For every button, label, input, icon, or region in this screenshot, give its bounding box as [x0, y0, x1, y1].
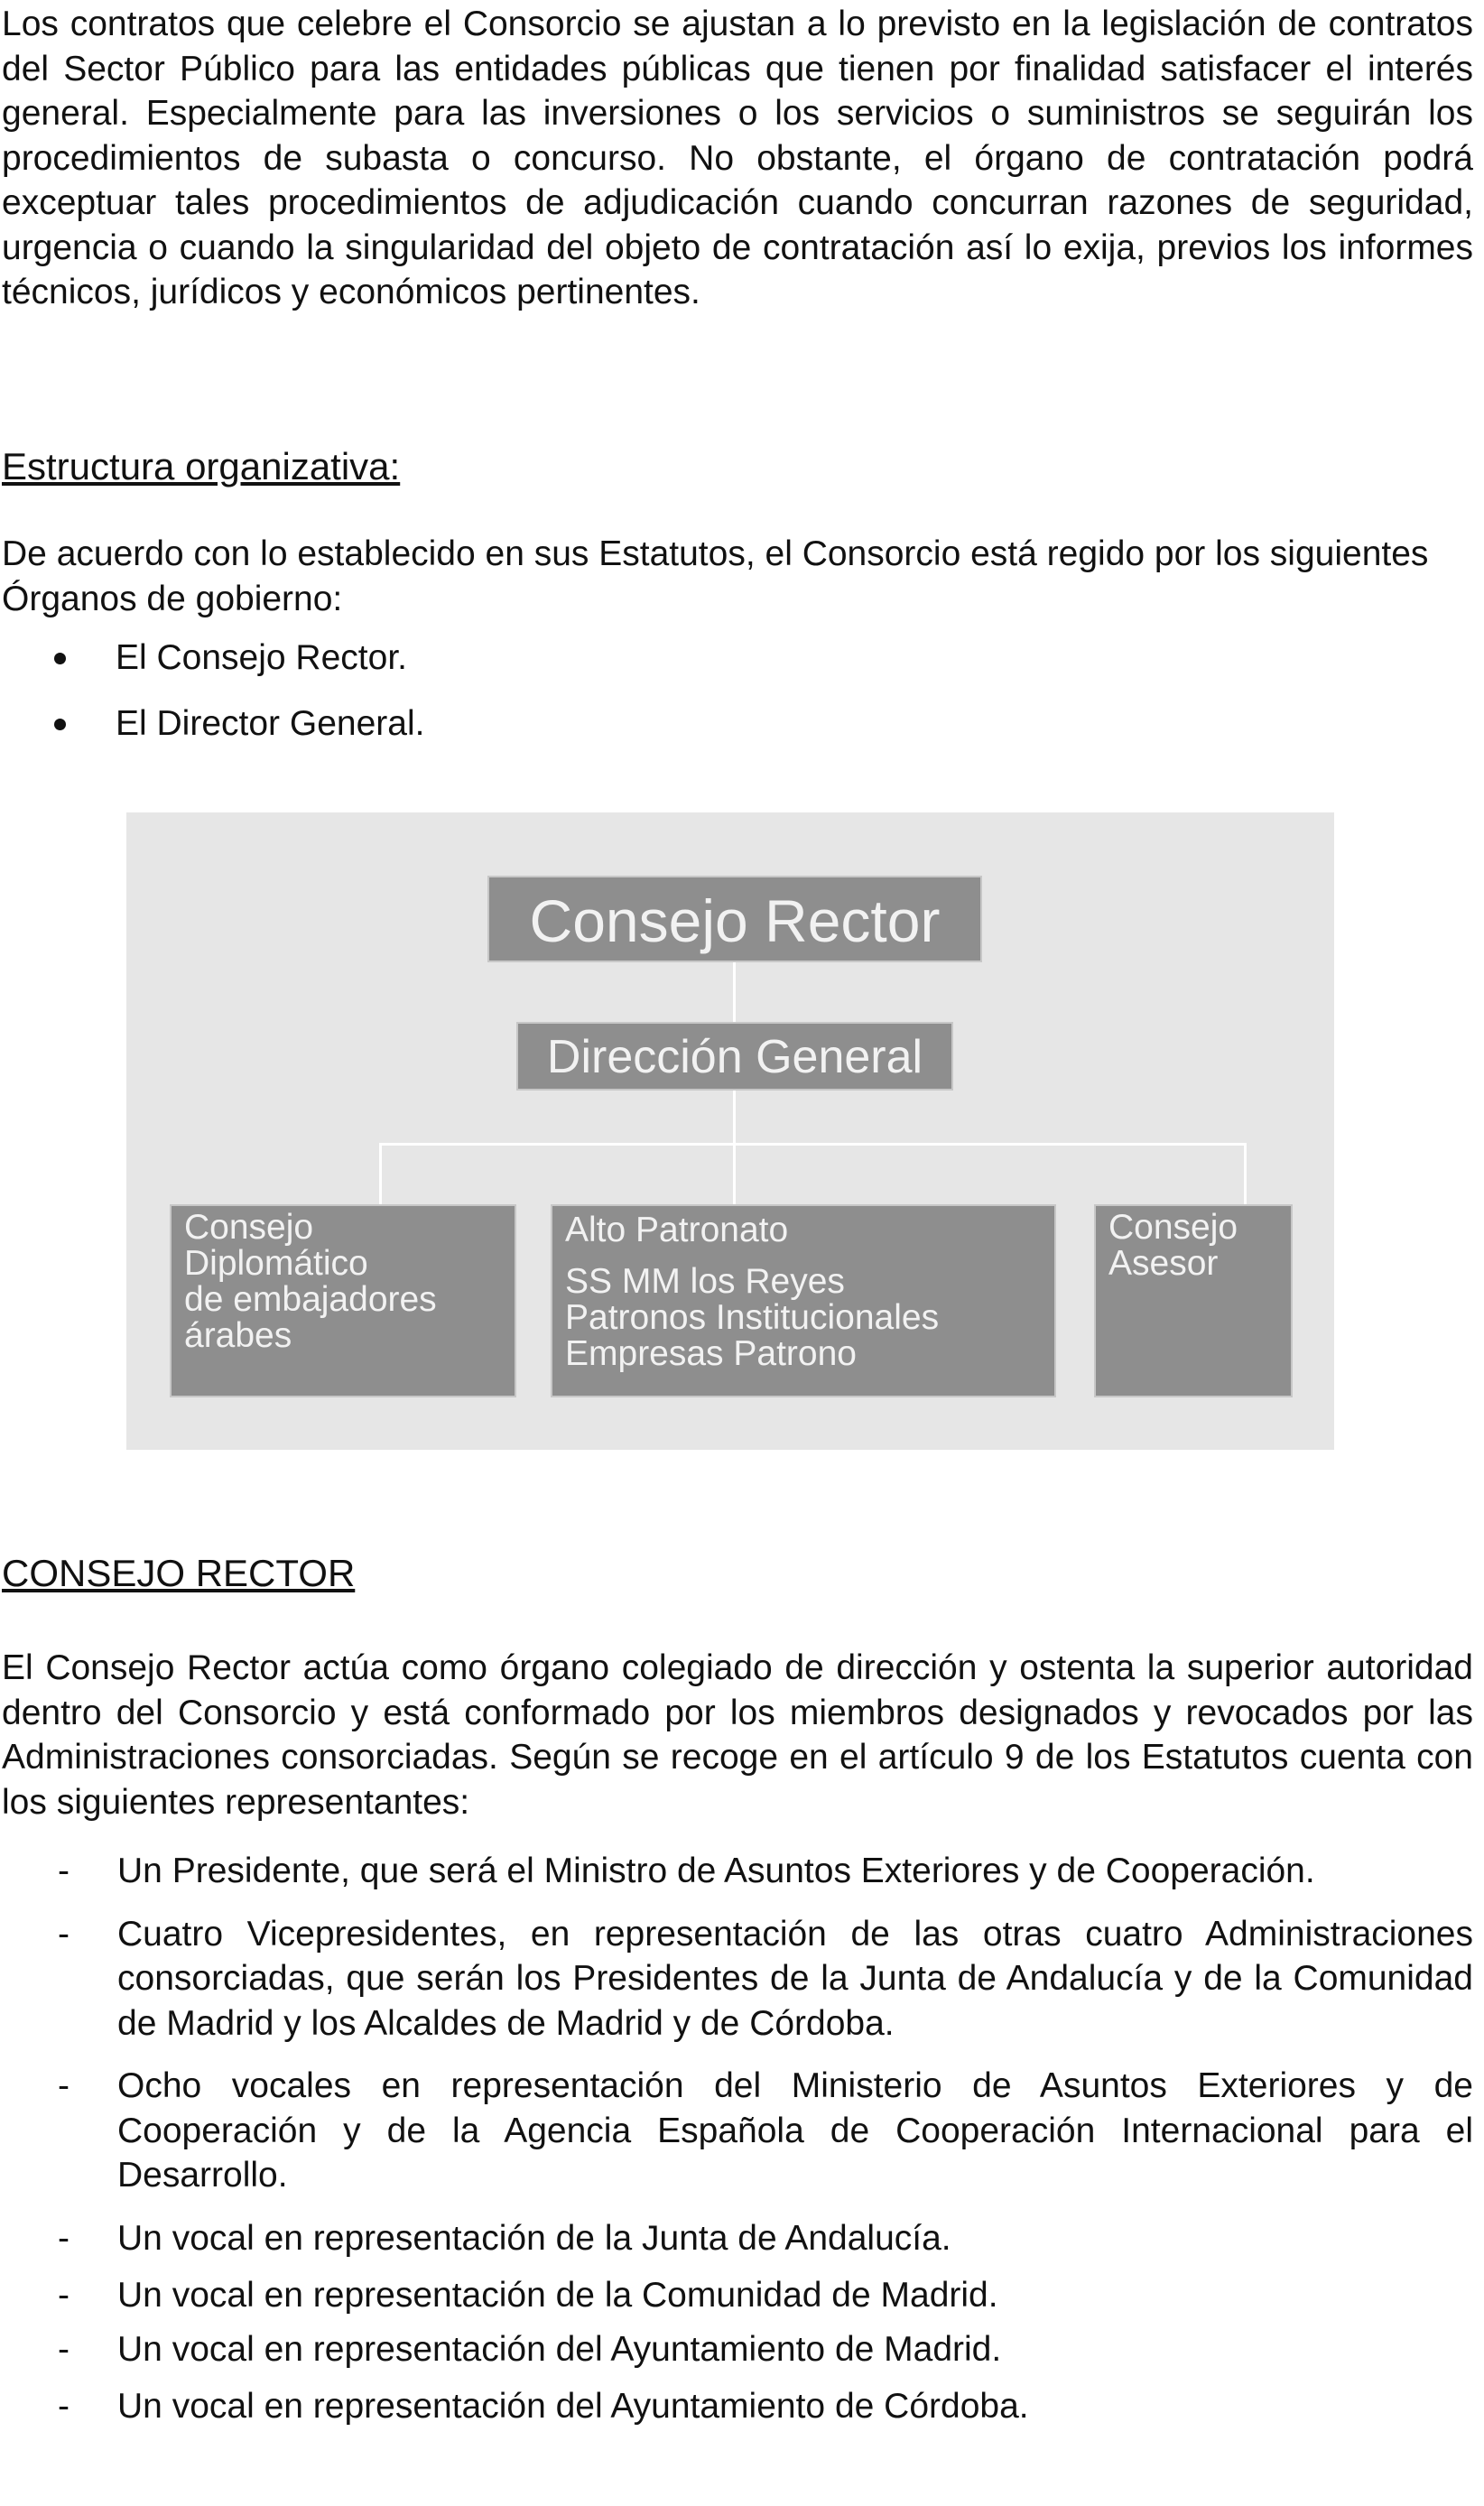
org-box-consejo-asesor: [1094, 1204, 1293, 1397]
org-box-consejo-diplomatico: [170, 1204, 516, 1397]
list-item-text: El Consejo Rector.: [116, 638, 407, 677]
org-box-direccion-general: [516, 1022, 953, 1091]
connector-line: [1244, 1143, 1247, 1204]
org-box-consejo-rector: [487, 876, 982, 962]
list-item: [0, 2064, 1484, 2198]
org-box-member: Patronos Institucionales: [565, 1298, 940, 1337]
org-box-label: Consejo Rector: [529, 887, 941, 954]
org-box-line: Asesor: [1108, 1244, 1219, 1283]
dash-marker: -: [58, 1914, 70, 1954]
org-box-member: Empresas Patrono: [565, 1334, 857, 1373]
dash-marker: -: [58, 2387, 70, 2426]
list-item: [0, 636, 1480, 701]
list-item: [0, 701, 1480, 767]
list-item-text: Un vocal en representación del Ayuntamiento de Madrid.: [117, 2329, 1002, 2369]
organos-list: [0, 636, 1480, 767]
bullet-icon: [54, 719, 66, 730]
list-item: [0, 2384, 1484, 2429]
list-item-text: Un vocal en representación de la Junta de Andalucía.: [117, 2218, 951, 2258]
list-item: [0, 2273, 1484, 2318]
connector-line: [379, 1143, 1246, 1146]
org-box-line: de embajadores: [184, 1280, 437, 1319]
org-box-member: SS MM los Reyes: [565, 1262, 845, 1301]
estructura-paragraph: De acuerdo con lo establecido en sus Estatutos, el Consorcio está regido por los siguientes Órganos de gobierno:: [2, 534, 1429, 618]
connector-line: [733, 962, 736, 1022]
representantes-list: [0, 1849, 1484, 2429]
dash-marker: -: [58, 2329, 70, 2369]
bullet-icon: [54, 653, 66, 664]
org-box-title: Alto Patronato: [565, 1211, 789, 1249]
dash-marker: -: [58, 2218, 70, 2258]
list-item-text: Ocho vocales en representación del Ministerio de Asuntos Exteriores y de Cooperación y de la Agencia Española de Cooperación Internacional para el Desarrollo.: [117, 2066, 1473, 2195]
org-box-line: Consejo: [184, 1208, 314, 1247]
dash-marker: -: [58, 2276, 70, 2315]
list-item: [0, 2327, 1484, 2372]
consejo-rector-paragraph: El Consejo Rector actúa como órgano colegiado de dirección y ostenta la superior autoridad dentro del Consorcio y está conformado por los miembros designados y revocados por las Administraciones consorciadas. Según se recoge en el artículo 9 de los Estatutos cuenta con los siguientes representantes:: [2, 1648, 1473, 1822]
dash-marker: -: [58, 2066, 70, 2105]
intro-paragraph: Los contratos que celebre el Consorcio se ajustan a lo previsto en la legislación de contratos del Sector Público para las entidades públicas que tienen por finalidad satisfacer el interés general. Especialmente para las inversiones o los servicios o suministros se seguirán los procedimientos de subasta o concurso. No obstante, el órgano de contratación podrá exceptuar tales procedimientos de adjudicación cuando concurran razones de seguridad, urgencia o cuando la singularidad del objeto de contratación así lo exija, previos los informes técnicos, jurídicos y económicos pertinentes.: [2, 5, 1473, 311]
list-item-text: Un vocal en representación del Ayuntamiento de Córdoba.: [117, 2387, 1029, 2426]
list-item-text: Un Presidente, que será el Ministro de Asuntos Exteriores y de Cooperación.: [117, 1852, 1315, 1890]
connector-line: [733, 1091, 736, 1204]
list-item: [0, 2216, 1484, 2261]
list-item-text: Un vocal en representación de la Comunidad de Madrid.: [117, 2276, 998, 2315]
dash-marker: -: [58, 1852, 70, 1890]
list-item-text: Cuatro Vicepresidentes, en representación de las otras cuatro Administraciones consorciadas, que serán los Presidentes de la Junta de Andalucía y de la Comunidad de Madrid y los Alcaldes de Madrid y de Córdoba.: [117, 1914, 1473, 2043]
section-heading-estructura: Estructura organizativa:: [2, 445, 401, 487]
org-box-label: Dirección General: [546, 1031, 923, 1083]
list-item-text: El Director General.: [116, 704, 425, 743]
org-box-line: Consejo: [1108, 1208, 1238, 1247]
org-box-line: árabes: [184, 1316, 292, 1355]
section-heading-consejo-rector: CONSEJO RECTOR: [2, 1552, 356, 1594]
org-box-line: Diplomático: [184, 1244, 368, 1283]
list-item: [0, 1912, 1484, 2047]
connector-line: [379, 1143, 382, 1204]
list-item: [0, 1849, 1484, 1894]
org-chart: [126, 812, 1334, 1450]
org-box-alto-patronato: [551, 1204, 1056, 1397]
